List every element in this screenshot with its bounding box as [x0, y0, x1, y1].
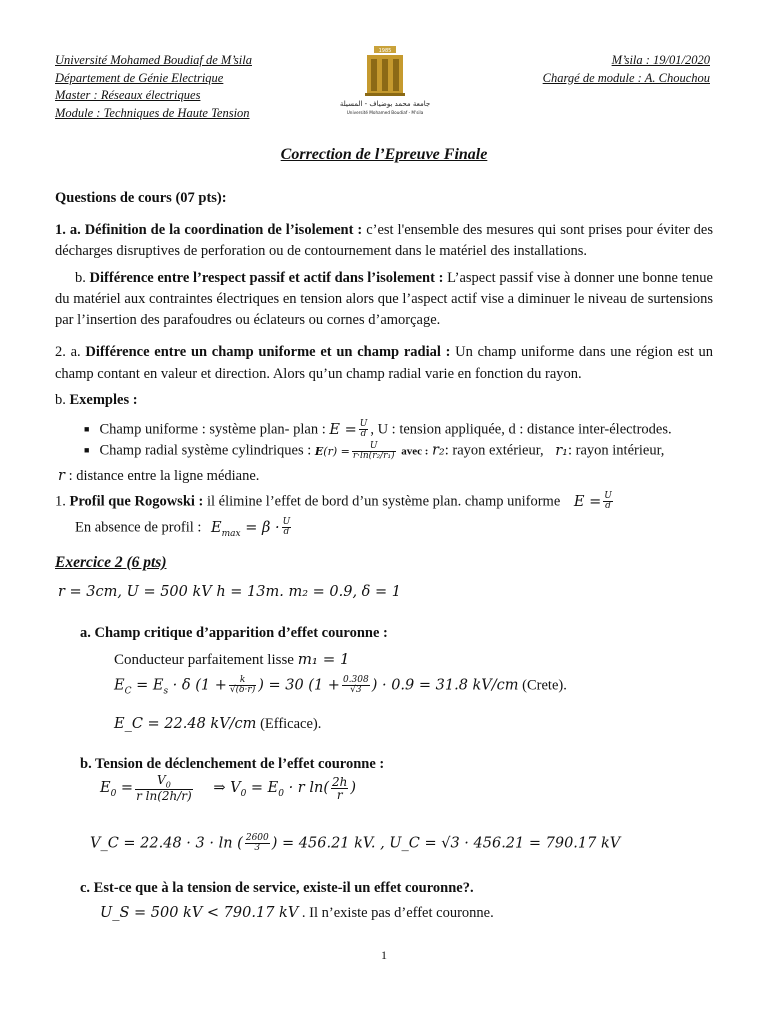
symbol-r1: r₁ — [555, 442, 568, 459]
university-logo — [339, 44, 431, 120]
formula-vc: V_C = 22.48 · 3 · ln ( $\frac{2600}{3}$ ) = 456.21 kV. , U_C = √3 · 456.21 = 790.17 kV — [90, 833, 621, 853]
exercise-2b-title: b. Tension de déclenchement de l’effet couronne : — [80, 756, 385, 772]
exercise-2-given: r = 3cm, U = 500 kV h = 13m. m₂ = 0.9, δ = 1 — [58, 584, 402, 600]
bullet-square-icon: ■ — [84, 423, 90, 434]
header-left — [55, 52, 252, 122]
header-university: Université Mohamed Boudiaf de M’sila — [55, 53, 252, 67]
r-definition — [58, 468, 259, 485]
exercise-2c-answer — [100, 905, 494, 922]
exercise-2c-text: . Il n’existe pas d’effet couronne. — [298, 905, 494, 921]
formula-rogowski: E = $\frac{U}{d}$ — [573, 491, 612, 511]
exercise-2c-title: c. Est-ce que à la tension de service, existe-il un effet couronne?. — [80, 880, 474, 896]
question-2b-header — [55, 392, 138, 409]
rogowski-prefix: 1. — [55, 493, 66, 510]
bullet-uniform-pre: Champ uniforme : système plan- plan : — [99, 421, 326, 438]
exercise-2c-us: U_S = 500 kV < 790.17 kV — [100, 905, 299, 921]
question-1b-label: Différence entre l’respect passif et actif dans l’isolement : — [89, 270, 444, 286]
symbol-r: r — [58, 468, 65, 484]
question-rogowski — [55, 492, 615, 511]
formula-ec-mid: ) = 30 (1 + — [258, 677, 340, 694]
exercise-2a-line1 — [114, 650, 350, 669]
formula-vc-start: V_C = 22.48 · 3 · ln — [90, 835, 233, 852]
formula-ec2-value: E_C = 22.48 kV/cm — [114, 716, 257, 732]
formula-vc-end: = 456.21 kV. , U_C = √3 · 456.21 = 790.17 kV — [282, 835, 621, 852]
exercise-2a-title: a. Champ critique d’apparition d’effet couronne : — [80, 625, 388, 641]
absence-profil — [75, 518, 293, 538]
header-department: Département de Génie Electrique — [55, 70, 224, 85]
header-lecturer: Chargé de module : A. Chouchou — [542, 70, 710, 85]
bullet-radial-r2: : rayon extérieur, — [444, 442, 544, 459]
page-number: 1 — [381, 948, 387, 962]
bullet-radial-avec: avec : — [401, 445, 429, 458]
question-1b — [55, 268, 713, 331]
bullet-square-icon: ■ — [84, 444, 90, 455]
question-2a-label: Différence entre un champ uniforme et un champ radial : — [85, 344, 451, 360]
bullet-radial-pre: Champ radial système cylindriques : — [99, 442, 312, 459]
page-title: Correction de l’Epreuve Finale — [280, 146, 488, 163]
header-module: Module : Techniques de Haute Tension — [55, 105, 250, 120]
logo-latin-text: Université Mohamed Boudiaf - M'sila — [346, 110, 424, 115]
question-2a-prefix: 2. a. — [55, 344, 81, 360]
formula-ec-eff — [114, 716, 321, 733]
header-master: Master : Réseaux électriques — [55, 88, 201, 102]
logo-year: 1985 — [378, 48, 392, 54]
bullet-uniform-post: , U : tension appliquée, d : distance inter-électrodes. — [370, 421, 672, 438]
formula-e0: $E_0$ = $\frac{V_0}{\text{r ln(2h/r)}}$ ⇒ $V_0 = E_0 \cdot r$ ln( $\frac{2h}{r}$ ) — [100, 773, 357, 804]
formula-uniform: E = $\frac{U}{d}$ — [329, 419, 368, 439]
formula-ec-end: ) · 0.9 = 31.8 kV/cm — [371, 677, 519, 694]
question-2b-label: Exemples : — [69, 392, 138, 408]
question-1a-label: 1. a. Définition de la coordination de l’isolement : — [55, 222, 363, 238]
symbol-r2: r₂ — [432, 442, 445, 459]
bullet-uniform — [84, 420, 672, 439]
section-questions-cours: Questions de cours (07 pts): — [55, 190, 227, 206]
absence-profil-label: En absence de profil : — [75, 519, 202, 536]
bullet-radial — [84, 442, 664, 461]
logo-arabic-text: جامعة محمد بوضياف - المسيلة — [339, 100, 431, 108]
exercise-2a-m1: m₁ = 1 — [297, 650, 350, 668]
formula-ec-crete: (Crete). — [518, 677, 567, 694]
formula-ec2-eff: (Efficace). — [256, 716, 322, 732]
question-1b-prefix: b. — [75, 270, 86, 286]
header-date: M’sila : 19/01/2020 — [611, 53, 710, 67]
exercise-2a-line1-text: Conducteur parfaitement lisse — [114, 652, 294, 668]
header-right — [543, 52, 710, 87]
question-2b-prefix: b. — [55, 392, 66, 408]
formula-ec: $E_C = E_s \cdot \delta$ (1 + $\frac{k}{√(\delta\cdot r)}$ ) = 30 (1 + $\frac{0.308}{√3}$ ) · 0.9 = 31.8 kV/cm (Crete). — [114, 675, 567, 697]
question-1a-text: c’est l'ensemble des mesures qui sont prises pour éviter des décharges disruptives de perforation ou de contournement dans le matériel des installations. — [55, 222, 713, 259]
formula-radial: E(r) = $\frac{U}{\text{r·ln(r₂/r₁)}}$ — [314, 441, 395, 461]
question-1b-text: L’aspect passif vise à donner une bonne tenue du matériel aux contraintes électriques en tension alors que l’aspect actif vise a diminuer le niveau de surtensions par l’insertion des parafoudres ou éclateurs ou cornes d’amorçage. — [55, 270, 713, 328]
bullet-radial-r1: : rayon intérieur, — [567, 442, 665, 459]
exercise-2-title: Exercice 2 (6 pts) — [55, 554, 167, 571]
question-2a — [55, 341, 713, 385]
university-logo-icon — [339, 44, 431, 120]
rogowski-text: il élimine l’effet de bord d’un système plan. champ uniforme — [203, 493, 561, 510]
formula-emax: $E_{max} = \beta$ · $\frac{U}{d}$ — [211, 517, 291, 539]
question-2a-text: Un champ uniforme dans une région est un champ contant en valeur et direction. Alors qu’un champ radial varie en fonction du rayon. — [55, 344, 713, 382]
question-1a — [55, 220, 713, 262]
r-definition-text: : distance entre la ligne médiane. — [68, 468, 260, 484]
rogowski-label: Profil que Rogowski : — [69, 493, 204, 510]
